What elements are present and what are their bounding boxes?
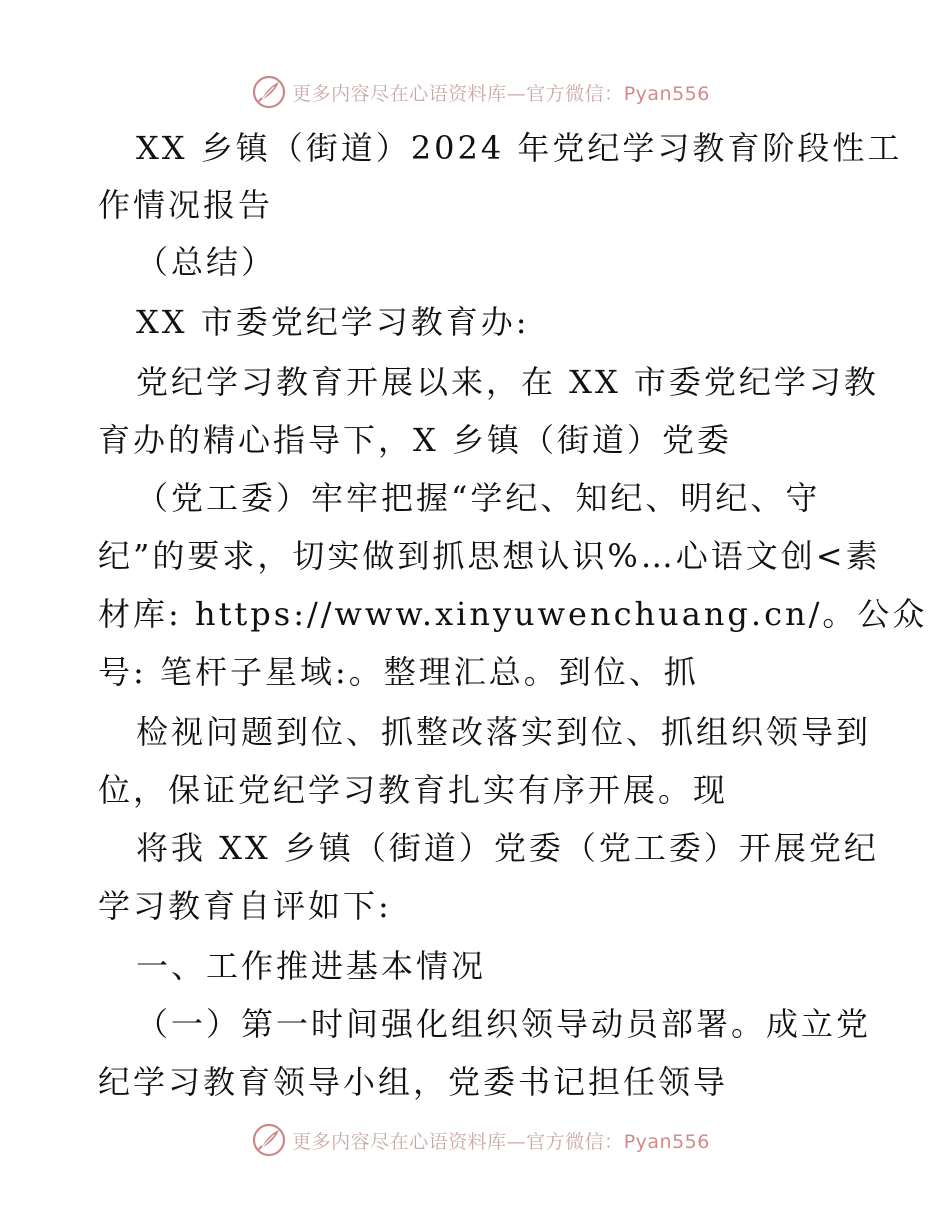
paragraph-line: （党工委）牢牢把握“学纪、知纪、明纪、守 [136,479,821,517]
paragraph-line: 学习教育自评如下: [98,887,392,925]
document-recipient: XX 市委党纪学习教育办: [136,303,530,341]
watermark-site-text: 更多内容尽在心语资料库 [292,1130,507,1153]
feather-pen-logo-icon [252,75,286,109]
document-title-line-2: 作情况报告 [98,186,274,224]
watermark-banner-bottom [0,1120,950,1160]
document-title-line-1: XX 乡镇（街道）2024 年党纪学习教育阶段性工 [136,129,903,167]
paragraph-line: 纪学习教育领导小组，党委书记担任领导 [98,1063,729,1101]
document-subtitle: （总结） [136,243,277,281]
watermark-contact-value: Pyan556 [623,82,710,105]
paragraph-line: 育办的精心指导下，X 乡镇（街道）党委 [98,421,732,459]
paragraph-line: 将我 XX 乡镇（街道）党委（党工委）开展党纪 [136,829,879,867]
feather-pen-logo-icon [252,1123,286,1157]
paragraph-line: 材库: https://www.xinyuwenchuang.cn/。公众 [98,595,928,633]
watermark-contact-label: 官方微信： [526,1130,624,1153]
watermark-banner-top [0,72,950,112]
watermark-contact-value: Pyan556 [623,1130,710,1153]
paragraph-line: 检视问题到位、抓整改落实到位、抓组织领导到 [136,713,872,751]
section-heading: 一、工作推进基本情况 [136,947,487,985]
paragraph-line: 纪”的要求，切实做到抓思想认识%…心语文创<素 [98,537,881,575]
watermark-contact-label: 官方微信： [526,82,624,105]
paragraph-line: 号: 笔杆子星域:。整理汇总。到位、抓 [98,653,699,691]
paragraph-line: 位，保证党纪学习教育扎实有序开展。现 [98,771,729,809]
watermark-separator: — [506,82,527,105]
subsection-heading: （一）第一时间强化组织领导动员部署。成立党 [136,1005,872,1043]
paragraph-line: 党纪学习教育开展以来，在 XX 市委党纪学习教 [136,363,879,401]
watermark-separator: — [506,1130,527,1153]
watermark-site-text: 更多内容尽在心语资料库 [292,82,507,105]
